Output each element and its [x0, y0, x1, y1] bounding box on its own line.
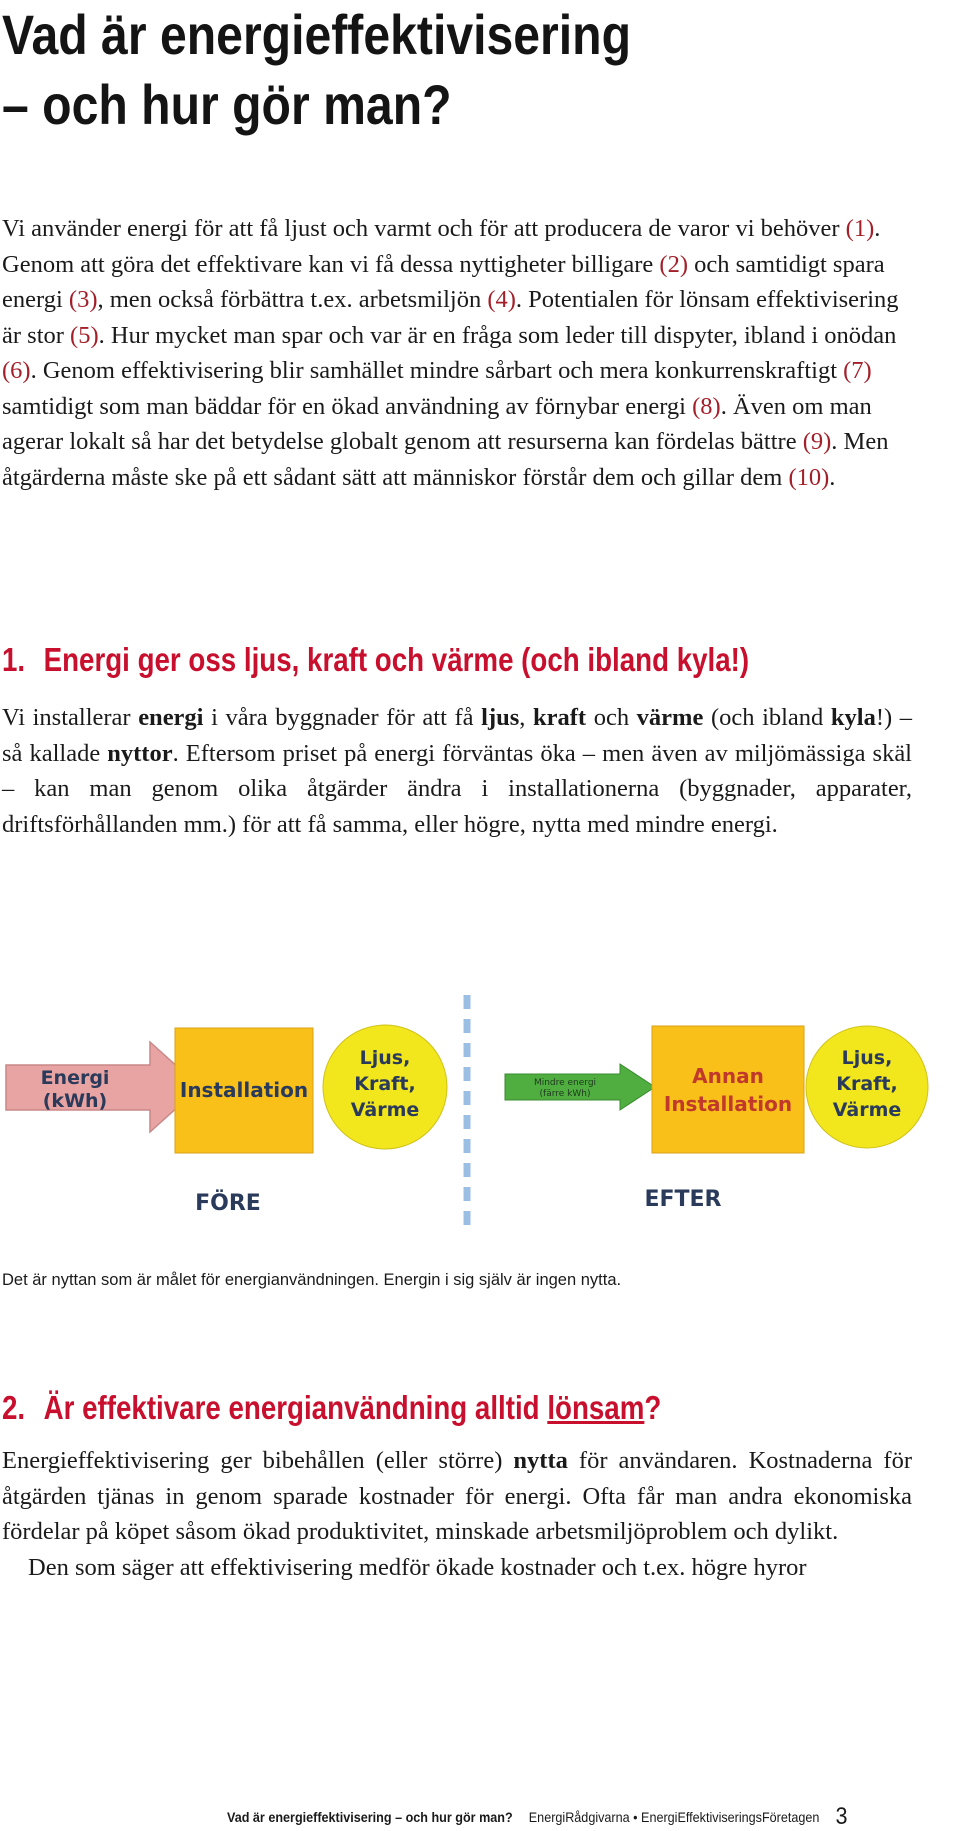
section-2-text: för användaren. Kostnaderna för åtgärden tjänas in genom sparade kostnader för energi. Ofta får man andra ekonomiska fördelar på köpet såsom ökad produktivitet, minskade arbetsmiljöproblem och dylikt. — [2, 1447, 913, 1545]
section-1-heading — [2, 640, 749, 680]
emphasized-term: kraft — [533, 704, 587, 731]
emphasized-term: ljus — [481, 704, 520, 731]
benefit-after-line-3: Värme — [832, 1099, 902, 1121]
title-line-2: – och hur gör man? — [2, 73, 452, 136]
other-installation-line-2: Installation — [663, 1092, 793, 1116]
section-1-text: . Eftersom priset på energi förväntas öka – men även av miljömässiga skäl – kan man genom olika åtgärder ändra i installationerna (byggnader, apparater, driftsförhållanden mm.) för att få samma, eller högre, nytta med mindre energi. — [2, 739, 912, 838]
benefit-after-line-2: Kraft, — [836, 1073, 898, 1095]
before-label: FÖRE — [195, 1191, 261, 1216]
section-1-paragraph — [2, 700, 912, 842]
section-2-title-pre: Är effektivare energianvändning alltid — [43, 1389, 548, 1426]
emphasized-term: energi — [138, 704, 204, 731]
reference-number: (6) — [2, 357, 31, 384]
reference-number: (8) — [692, 392, 721, 420]
intro-text: och samtidigt spara energi — [2, 250, 885, 313]
footer-orgs: EnergiRådgivarna • EnergiEffektiviseringsFöretagen — [528, 1809, 820, 1825]
reference-number: (7) — [843, 357, 872, 384]
intro-text: . Genom effektivisering blir samhället mindre sårbart och mera konkurrenskraftigt — [30, 357, 844, 384]
emphasized-term: nytta — [513, 1447, 568, 1474]
intro-paragraph — [2, 211, 902, 495]
intro-text: . Hur mycket man spar och var är en fråga som leder till dispyter, ibland i onödan — [98, 321, 897, 349]
benefit-before-line-1: Ljus, — [359, 1047, 411, 1069]
intro-text — [2, 211, 902, 495]
other-installation-box — [652, 1026, 804, 1153]
benefit-before-line-2: Kraft, — [354, 1073, 416, 1095]
footer-title: Vad är energieffektivisering – och hur gör man? — [227, 1809, 513, 1825]
section-2-paragraph-2: Den som säger att effektivisering medför ökade kostnader och t.ex. högre hyror — [28, 1553, 807, 1581]
emphasized-term: kyla — [830, 704, 876, 731]
section-1-text: och — [586, 704, 637, 731]
section-1-title: Energi ger oss ljus, kraft och värme (och ibland kyla!) — [43, 641, 750, 678]
reduced-energy-label-1: Mindre energi — [533, 1078, 597, 1088]
energy-diagram — [0, 990, 930, 1240]
section-1-text: (och ibland — [703, 704, 831, 731]
reduced-energy-label-2: (färre kWh) — [539, 1089, 591, 1099]
section-2-number: 2. — [2, 1389, 26, 1426]
section-1-body — [2, 700, 912, 842]
section-1-text: , — [519, 704, 534, 731]
reference-number: (3) — [68, 286, 98, 313]
section-2-title-underlined: lönsam — [547, 1389, 645, 1426]
section-2-text: Energieffektivisering ger bibehållen (eller större) — [2, 1447, 514, 1474]
benefit-before-line-3: Värme — [350, 1099, 420, 1121]
reference-number: (4) — [487, 286, 516, 313]
intro-text: . Potentialen för lönsam effektivisering är stor — [2, 286, 899, 349]
section-1-text: i våra byggnader för att få — [203, 704, 482, 731]
intro-text: , men också förbättra t.ex. arbetsmiljön — [97, 286, 488, 313]
energy-arrow-label-1: Energi — [40, 1067, 110, 1089]
intro-text: . Men åtgärderna måste ske på ett sådant sätt att människor förstår dem och gillar dem — [2, 428, 889, 491]
intro-text: . Även om man agerar lokalt så har det betydelse globalt genom att resurserna kan fördelas bättre — [2, 392, 872, 455]
after-label: EFTER — [644, 1187, 722, 1212]
section-1-text: Vi installerar — [2, 704, 139, 731]
section-2-paragraph-1 — [2, 1443, 912, 1550]
reference-number: (10) — [788, 463, 830, 491]
title-line-1: Vad är energieffektivisering — [2, 3, 632, 66]
section-2-heading — [2, 1388, 661, 1428]
reference-number: (1) — [845, 215, 875, 242]
section-1-text: !) – så kallade — [2, 704, 913, 767]
intro-text: samtidigt som man bäddar för en ökad användning av förnybar energi — [2, 392, 693, 420]
reference-number: (2) — [659, 250, 688, 278]
emphasized-term: värme — [636, 704, 704, 731]
intro-text: . Genom att göra det effektivare kan vi få dessa nyttigheter billigare — [2, 215, 881, 278]
emphasized-term: nyttor — [107, 739, 173, 767]
energy-arrow-label-2: (kWh) — [42, 1090, 108, 1112]
other-installation-line-1: Annan — [692, 1064, 764, 1088]
diagram-caption: Det är nyttan som är målet för energianvändningen. Energin i sig själv är ingen nytta. — [2, 1271, 622, 1289]
page-title — [2, 0, 810, 140]
installation-box-label: Installation — [179, 1078, 309, 1102]
page-footer — [227, 1803, 848, 1831]
reference-number: (9) — [802, 428, 832, 455]
intro-text: Vi använder energi för att få ljust och varmt och för att producera de varor vi behöver — [2, 215, 846, 242]
reference-number: (5) — [70, 321, 99, 349]
benefit-after-line-1: Ljus, — [841, 1047, 893, 1069]
section-2-title-post: ? — [644, 1389, 662, 1426]
section-1-number: 1. — [2, 641, 26, 678]
intro-text: . — [829, 463, 836, 491]
section-2-body — [2, 1443, 912, 1585]
page-number: 3 — [835, 1803, 848, 1830]
